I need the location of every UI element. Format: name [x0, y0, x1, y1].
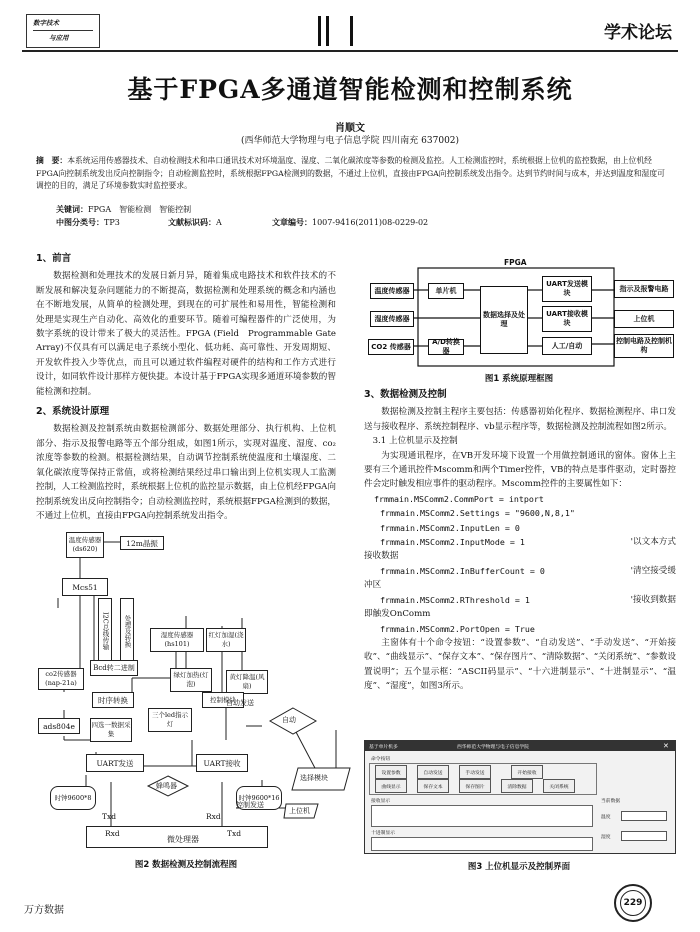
section-1-heading: 1、前言: [36, 253, 72, 264]
affiliation: (西华师范大学物理与电子信息学院 四川南充 637002): [240, 136, 460, 146]
clc-value: TP3: [104, 218, 120, 227]
section-3-1-paragraph: 为实现通讯程序，在VB开发环境下设置一个用做控制通讯的窗体。窗体上主要有三个通讯控件Mscomm和两个Timer控件，VB的特点是事件驱动，定时器控件会定时触发相应事件的驱动程序。Mscomm控件的主要属性如下：: [364, 450, 676, 490]
mcu-label: 微处理器: [167, 835, 199, 844]
section-2-heading: 2、系统设计原理: [36, 406, 110, 418]
code-line-5: frmmain.MSComm2.InBufferCount = 0: [380, 565, 545, 576]
txd-label: Txd: [102, 812, 117, 821]
mcu-rxd-label: Rxd: [105, 829, 120, 838]
humidity-sensor-block: 湿度传感器: [370, 311, 414, 327]
header-bar: [326, 16, 329, 46]
humidity-field[interactable]: [621, 831, 667, 841]
humidity-label: 湿度: [601, 835, 611, 840]
article-label: 文章编号：: [272, 217, 312, 227]
set-params-button[interactable]: 设置参数: [375, 765, 407, 779]
close-icon: ✕: [663, 742, 669, 750]
yellow-lamp-node: 黄灯降温(风扇): [226, 670, 268, 694]
mux-node: 四选一数据采集: [90, 718, 132, 742]
convert-node: 处理及转换: [120, 598, 134, 664]
code-row-6: [364, 593, 676, 607]
clock-send-node: 时钟9600*8: [50, 786, 96, 810]
section-3-paragraph: 数据检测及控制主程序主要包括：传感器初始化程序、数据检测程序、串口发送与接收程序、系统控制程序、vb显示程序等，数据检测及控制流程如图2所示。: [364, 407, 676, 432]
rxd-label: Rxd: [206, 812, 221, 821]
temperature-field[interactable]: [621, 811, 667, 821]
code-note-4: '以文本方式: [630, 537, 676, 548]
bcd-node: Bcd转二进制: [90, 660, 138, 676]
mcu-block: 单片机: [428, 283, 464, 299]
uart-tx-block: UART发送模块: [542, 276, 592, 302]
timing-node: 时序转换: [92, 692, 134, 708]
figure-3-caption: 图3 上位机显示及控制界面: [467, 862, 571, 872]
abstract: [36, 155, 666, 193]
microprocessor-node: [86, 826, 268, 848]
window-title: 基于单片机多: [369, 745, 398, 750]
auto-send-button[interactable]: 自动发送: [417, 765, 449, 779]
red-lamp-node: 红灯加湿(浇水): [206, 628, 246, 652]
clc-label: 中图分类号：: [56, 217, 104, 227]
manual-send-button[interactable]: 手动发送: [459, 765, 491, 779]
window-titlebar: [365, 741, 675, 751]
code-line-1: frmmain.MSComm2.CommPort = intport: [374, 493, 544, 504]
ads804e-node: ads804e: [38, 718, 80, 734]
i2c-node: I2C总线传输: [98, 598, 112, 664]
doc-code-line: [168, 217, 222, 228]
window-title-2: 西华师范大学物理与电子信息学院: [457, 745, 529, 750]
buzzer-label: 蜂鸣器: [156, 782, 177, 790]
code-line-7: frmmain.MSComm2.PortOpen = True: [380, 623, 535, 634]
code-cont-4: 接收数据: [364, 551, 399, 562]
receive-display-box[interactable]: [371, 805, 593, 827]
header-bar: [350, 16, 353, 46]
fpga-label: FPGA: [504, 258, 527, 267]
humidity-sensor-node: 湿度传感器(hs101): [150, 628, 204, 652]
mcs51-node: Mcs51: [62, 578, 108, 596]
co2-sensor-node: co2传感器(nap-21a): [38, 668, 84, 690]
control-send-label: 控制发送: [236, 801, 264, 809]
page-number-badge: [614, 884, 652, 922]
code-cont-6: 即触发OnComm: [364, 609, 431, 620]
receive-display-label: 接收显示: [371, 799, 391, 804]
co2-sensor-block: CO2 传感器: [368, 339, 414, 355]
clc-line: [56, 217, 120, 228]
uart-recv-node: UART接收: [196, 754, 248, 772]
mcu-txd-label: Txd: [227, 829, 242, 838]
uart-send-node: UART发送: [86, 754, 144, 772]
section-1-paragraph: 数据检测和处理技术的发展日新月异，随着集成电路技术和软件技术的不断发展和解决复杂问题能力的不断提高，数据检测和处理系统的概念和内涵也在不断地发展，从简单的检测处理，到现在的可扩展性和易用性，智能检测和处理是实现生产自动化、高效化的重要环节。随着可编程器件的广泛使用，为数字系统的设计带来了极大的灵活性。FPGA (Field Programmable Gate Array)不仅具有可以满足电子系统小型化、低功耗、高可靠性、开发周期短、开发软件投入少等优点，而且可以通过软件编程对硬件的结构和工作方式进行设计，如同软件设计那样方便快捷。本设计基于FPGA实现多通道环境参数的智能检测和控制。: [36, 271, 336, 397]
figure-1-block-diagram: [364, 258, 674, 370]
code-line-4: frmmain.MSComm2.InputMode = 1: [380, 537, 525, 548]
alarm-circuit-block: 指示及报警电路: [614, 280, 674, 298]
keywords-label: 关键词：: [56, 204, 88, 214]
temp-sensor-block: 温度传感器: [370, 283, 414, 299]
article-number-line: [272, 217, 428, 228]
left-column: [36, 252, 336, 523]
manual-auto-block: 人工/自动: [542, 337, 592, 355]
code-line-3: frmmain.MSComm2.InputLen = 0: [380, 522, 520, 533]
code-row-4: [364, 535, 676, 549]
decimal-display-box[interactable]: [371, 837, 593, 851]
select-module-label: 选择模块: [300, 774, 328, 782]
journal-logo: [26, 14, 100, 48]
keywords: [56, 204, 191, 215]
figure-2-flowchart: [36, 530, 356, 850]
section-name: 学术论坛: [604, 23, 672, 43]
temperature-label: 温度: [601, 815, 611, 820]
temp-sensor-node: 温度传感器(ds620): [66, 532, 104, 558]
auto-decision-label: 自动: [282, 716, 296, 724]
logo-text-bottom: 与应用: [49, 34, 69, 42]
code-note-6: '接收到数据: [630, 594, 676, 605]
main-window-paragraph: 主窗体有十个命令按钮：“设置参数”、“自动发送”、“手动发送”、“开始接收”、“曲线显示”、“保存文本”、“保存图片”、“清除数据”、“关闭系统”、“参数设置说明”；五个显示框：“ASCII码显示”、“十六进制显示”、“十进制显示”、“温度”、“湿度”，如图3所示。: [364, 637, 676, 692]
host-computer-block: 上位机: [614, 310, 674, 328]
start-receive-button[interactable]: 开始接收: [511, 765, 543, 779]
wanfang-watermark: 万方数据: [24, 905, 64, 916]
decimal-display-label: 十进制显示: [371, 831, 395, 836]
logo-text-top: 数字技术: [33, 19, 59, 27]
code-line-2: frmmain.MSComm2.Settings = "9600,N,8,1": [380, 508, 575, 519]
author: 肖顺文: [335, 123, 365, 134]
section-2-paragraph: 数据检测及控制系统由数据检测部分、数据处理部分、执行机构、上位机部分、指示及报警电路等五个部分组成，如图1所示，实现对温度、湿度、co₂浓度等参数的检测。根据检测结果，自动调节控制系统使温度和土壤湿度、二氧化碳浓度等保持正常值，或将检测结果经过串口输出到上位机实现人工监测控制，人工检测监控时，系统根据上位机的监控显示数据，由上位机经FPGA向控制系统发出反向控制指令；自动检测监控时，系统根据FPGA检测到的数据，不通过上位机，直接由FPGA向控制系统发出指令。: [36, 424, 336, 521]
adc-block: A/D转换器: [428, 339, 464, 355]
actuator-block: 控制电路及控制机构: [614, 334, 674, 358]
header-bar: [318, 16, 321, 46]
section-3-heading: 3、数据检测及控制: [364, 389, 447, 400]
figure-2-caption: 图2 数据检测及控制流程图: [134, 860, 238, 870]
figure-3-ui-screenshot: [364, 740, 676, 854]
clear-data-button[interactable]: 清除数据: [501, 779, 533, 793]
abstract-text: 本系统运用传感器技术、自动检测技术和串口通讯技术对环境温度、湿度、二氧化碳浓度等参数的检测及监控。人工检测监控时，系统根据上位机的监控数据，由上位机经FPGA向控制系统发出反向控制指令；自动检测监控时，系统根据FPGA检测到的数据，不通过上位机，直接由FPGA向控制系统发出指令。达到节约时间与成本，并达到温度和湿度可调控的目的，满足了环境参数实时监控要求。: [36, 156, 665, 190]
led-node: 三个led指示灯: [148, 708, 192, 732]
uart-rx-block: UART接收模块: [542, 306, 592, 332]
save-image-button[interactable]: 保存图片: [459, 779, 491, 793]
page-number: 229: [620, 890, 646, 916]
save-text-button[interactable]: 保存文本: [417, 779, 449, 793]
article-value: 1007-9416(2011)08-0229-02: [312, 218, 429, 227]
close-system-button[interactable]: 关闭系统: [543, 779, 575, 793]
control-module-node: 控制模块: [202, 692, 244, 708]
green-lamp-node: 绿灯加热(灯泡): [170, 668, 212, 692]
code-note-5: '清空接受缓: [630, 565, 676, 576]
doc-label: 文献标识码：: [168, 217, 216, 227]
curve-display-button[interactable]: 曲线显示: [375, 779, 407, 793]
section-3-1-heading: 3.1 上位机显示及控制: [372, 436, 458, 447]
clock-recv-node: 时钟9600*16: [236, 786, 282, 810]
code-row-5: [364, 564, 676, 578]
host-label: 上位机: [289, 807, 310, 815]
keywords-text: FPGA 智能检测 智能控制: [88, 205, 192, 214]
header-rule: [22, 50, 678, 52]
doc-value: A: [216, 218, 222, 227]
crystal-node: 12m晶振: [120, 536, 164, 550]
data-select-block: 数据选择及处理: [480, 286, 528, 354]
figure-1-caption: 图1 系统原理框图: [484, 374, 554, 384]
command-group-label: 命令按钮: [371, 757, 391, 762]
current-data-label: 当前数据: [601, 799, 621, 804]
auto-send-label: 自动发送: [226, 699, 254, 707]
paper-title: 基于FPGA多通道智能检测和控制系统: [127, 75, 573, 104]
code-cont-5: 冲区: [364, 580, 382, 591]
abstract-label: 摘 要：: [36, 156, 68, 165]
code-line-6: frmmain.MSComm2.RThreshold = 1: [380, 594, 530, 605]
right-column: [364, 388, 676, 694]
